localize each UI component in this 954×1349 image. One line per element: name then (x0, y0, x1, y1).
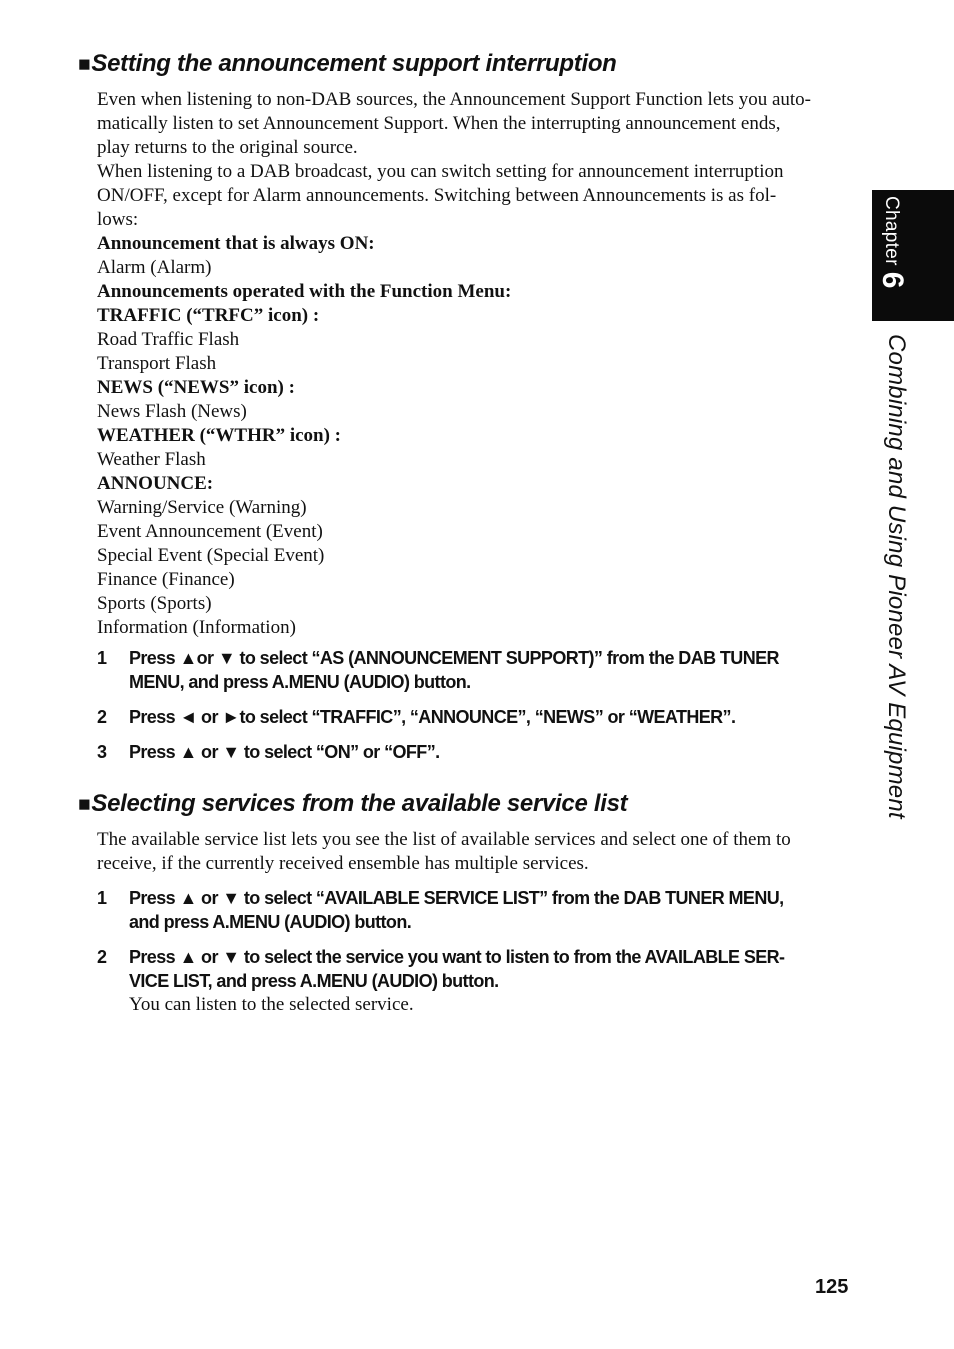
step-number: 1 (97, 648, 107, 668)
step-number: 2 (97, 947, 107, 967)
intro-line: ON/OFF, except for Alarm announcements. Switching between Announcements is as fol- (97, 185, 777, 206)
step-text: Press ▲ or ▼ to select “ON” or “OFF”. (129, 742, 440, 762)
step-number: 3 (97, 742, 107, 762)
announcement-item: Event Announcement (Event) (97, 521, 323, 542)
step-text: MENU, and press A.MENU (AUDIO) button. (129, 672, 471, 692)
step-text: VICE LIST, and press A.MENU (AUDIO) button. (129, 971, 499, 991)
announcement-item: Information (Information) (97, 617, 296, 638)
step-text: Press ▲ or ▼ to select the service you want to listen to from the AVAILABLE SER- (129, 947, 785, 967)
section1-steps (97, 646, 857, 775)
step-text: Press ▲or ▼ to select “AS (ANNOUNCEMENT SUPPORT)” from the DAB TUNER (129, 648, 779, 668)
step-text: and press A.MENU (AUDIO) button. (129, 912, 412, 932)
chapter-tab-label (878, 196, 912, 288)
always-on-label: Announcement that is always ON: (97, 233, 375, 254)
intro-line: The available service list lets you see the list of available services and select one of them to (97, 829, 791, 850)
section1-body (97, 88, 862, 640)
function-menu-label: Announcements operated with the Function Menu: (97, 281, 512, 302)
step-item (97, 705, 857, 729)
section2-steps (97, 886, 857, 1028)
step-note: You can listen to the selected service. (129, 994, 414, 1015)
page-number: 125 (815, 1276, 849, 1298)
intro-line: receive, if the currently received ensemble has multiple services. (97, 853, 589, 874)
step-item (97, 646, 857, 694)
intro-line: play returns to the original source. (97, 137, 358, 158)
step-number: 1 (97, 888, 107, 908)
section-heading-service-list (78, 790, 627, 818)
announcement-item: Sports (Sports) (97, 593, 212, 614)
intro-line: Even when listening to non-DAB sources, the Announcement Support Function lets you auto- (97, 89, 811, 110)
step-text: Press ▲ or ▼ to select “AVAILABLE SERVICE LIST” from the DAB TUNER MENU, (129, 888, 784, 908)
step-number: 2 (97, 707, 107, 727)
step-item (97, 945, 857, 1017)
traffic-label: TRAFFIC (“TRFC” icon) : (97, 305, 320, 326)
announcement-item: Warning/Service (Warning) (97, 497, 307, 518)
announcement-item: Transport Flash (97, 353, 217, 374)
announcement-item: Alarm (Alarm) (97, 257, 212, 278)
news-label: NEWS (“NEWS” icon) : (97, 377, 295, 398)
square-bullet-icon: ■ (78, 793, 91, 816)
square-bullet-icon: ■ (78, 53, 91, 76)
section-title: Selecting services from the available service list (91, 790, 628, 817)
section2-body (97, 828, 862, 876)
announcement-item: Weather Flash (97, 449, 206, 470)
step-item (97, 740, 857, 764)
announcement-item: Road Traffic Flash (97, 329, 240, 350)
announce-label: ANNOUNCE: (97, 473, 214, 494)
chapter-title: Combining and Using Pioneer AV Equipment (883, 334, 910, 819)
step-item (97, 886, 857, 934)
intro-line: When listening to a DAB broadcast, you can switch setting for announcement interruption (97, 161, 784, 182)
chapter-number: 6 (876, 271, 909, 289)
announcement-item: Finance (Finance) (97, 569, 235, 590)
announcement-item: News Flash (News) (97, 401, 247, 422)
weather-label: WEATHER (“WTHR” icon) : (97, 425, 342, 446)
chapter-word: Chapter (881, 196, 902, 266)
step-text: Press ◄ or ►to select “TRAFFIC”, “ANNOUNCE”, “NEWS” or “WEATHER”. (129, 707, 736, 727)
intro-line: lows: (97, 209, 139, 230)
announcement-item: Special Event (Special Event) (97, 545, 325, 566)
section-heading-announcement (78, 50, 617, 78)
section-title: Setting the announcement support interruption (91, 50, 617, 77)
intro-line: matically listen to set Announcement Support. When the interrupting announcement ends, (97, 113, 781, 134)
